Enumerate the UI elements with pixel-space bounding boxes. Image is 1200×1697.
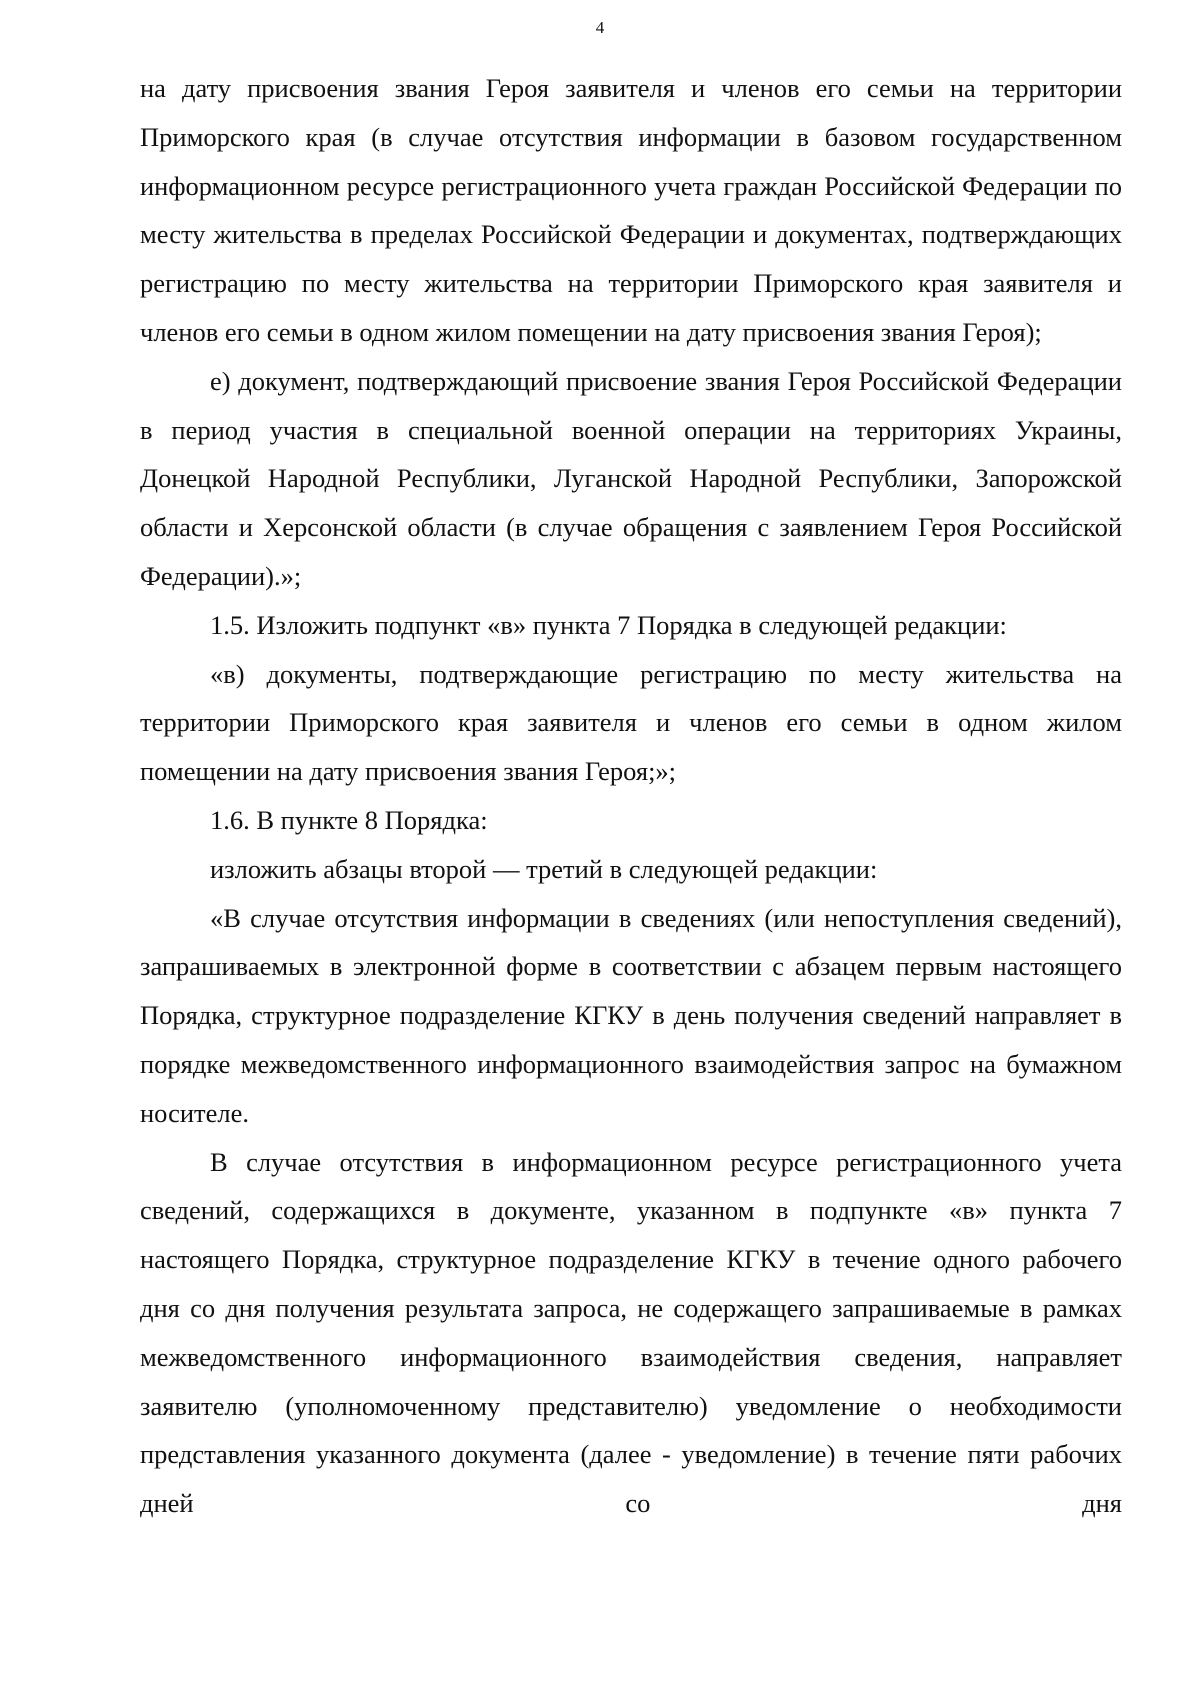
paragraph-1-6: 1.6. В пункте 8 Порядка: bbox=[210, 804, 488, 835]
paragraph-item-e: е) документ, подтверждающий присвоение звания Героя Российской Федерации в период участия в специальной военной операции на территориях Украины, Донецкой Народной Республики, Луганской Народной Республики, Запорожской области и Херсонской области (в случае обращения с заявлением Героя Российской Федерации).»; bbox=[140, 365, 1122, 591]
document-body bbox=[140, 64, 1122, 1528]
paragraph-instruction: изложить абзацы второй — третий в следующей редакции: bbox=[210, 853, 878, 884]
paragraph-continuation: на дату присвоения звания Героя заявителя и членов его семьи на территории Приморского края (в случае отсутствия информации в базовом государственном информационном ресурсе регистрационного учета граждан Российской Федерации по месту жительства в пределах Российской Федерации и документах, подтверждающих регистрацию по месту жительства на территории Приморского края заявителя и членов его семьи в одном жилом помещении на дату присвоения звания Героя); bbox=[140, 73, 1122, 347]
page-number: 4 bbox=[595, 18, 605, 37]
paragraph-quote-1: «В случае отсутствия информации в сведениях (или непоступления сведений), запрашиваемых в электронной форме в соответствии с абзацем первым настоящего Порядка, структурное подразделение КГКУ в день получения сведений направляет в порядке межведомственного информационного взаимодействия запрос на бумажном носителе. bbox=[140, 902, 1122, 1128]
paragraph-item-v-text: «в) документы, подтверждающие регистрацию по месту жительства на территории Приморского края заявителя и членов его семьи в одном жилом помещении на дату присвоения звания Героя;»; bbox=[140, 658, 1122, 787]
paragraph-quote-2: В случае отсутствия в информационном ресурсе регистрационного учета сведений, содержащихся в документе, указанном в подпункте «в» пункта 7 настоящего Порядка, структурное подразделение КГКУ в течение одного рабочего дня со дня получения результата запроса, не содержащего запрашиваемые в рамках межведомственного информационного взаимодействия сведения, направляет заявителю (уполномоченному представителю) уведомление о необходимости представления указанного документа (далее - уведомление) в течение пяти рабочих дней со дня bbox=[140, 1146, 1122, 1519]
paragraph-1-5: 1.5. Изложить подпункт «в» пункта 7 Порядка в следующей редакции: bbox=[210, 609, 1007, 640]
